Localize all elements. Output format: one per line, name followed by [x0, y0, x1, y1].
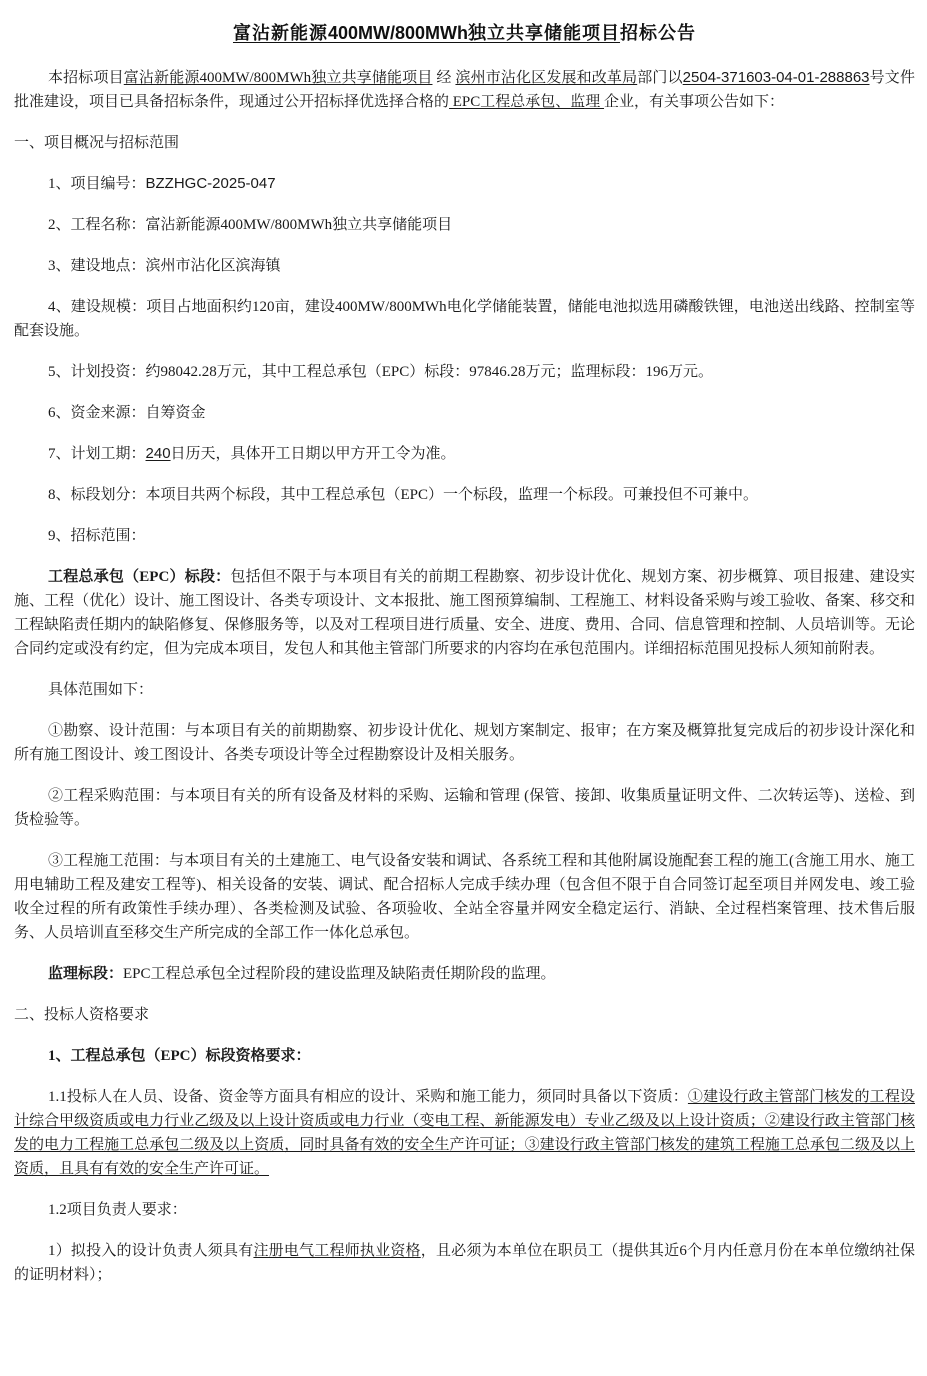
- epc-scope-label: 工程总承包（EPC）标段：: [48, 569, 231, 585]
- requirement-text: 1）拟投入的设计负责人须具有: [48, 1243, 254, 1259]
- epc-scope-paragraph: [14, 565, 915, 661]
- item-scale: [14, 295, 915, 343]
- item-label: 8、标段划分：: [48, 487, 146, 503]
- supervision-text: EPC工程总承包全过程阶段的建设监理及缺陷责任期阶段的监理。: [123, 966, 556, 982]
- intro-text: 部门以: [637, 70, 683, 86]
- title-part: 富沾新能源: [232, 23, 328, 43]
- scope-procurement: ②工程采购范围：与本项目有关的所有设备及材料的采购、运输和管理 (保管、接卸、收集质量证明文件、二次转运等)、送检、到货检验等。: [14, 788, 915, 828]
- item-value: 本项目共两个标段，其中工程总承包（EPC）一个标段，监理一个标段。可兼投但不可兼中。: [145, 487, 759, 503]
- intro-text: 号文件批准建设，项目已具备招标条件，现通过公开招标择优选择合格的: [14, 70, 915, 110]
- intro-paragraph: [14, 66, 915, 114]
- scope-survey-design: ①勘察、设计范围：与本项目有关的前期勘察、初步设计优化、规划方案制定、报审；在方案及概算批复完成后的初步设计深化和所有施工图设计、竣工图设计、各类专项设计等全过程勘察设计及相关服务。: [14, 723, 915, 763]
- item-value: 项目占地面积约120亩，建设400MW/800MWh电化学储能装置，储能电池拟选用磷酸铁锂，电池送出线路、控制室等配套设施。: [14, 299, 915, 339]
- title-suffix: 招标公告: [620, 23, 697, 43]
- intro-text: 企业，有关事项公告如下：: [604, 94, 785, 110]
- item-scope: [14, 524, 915, 548]
- intro-text: 经: [432, 70, 456, 86]
- item-label: 6、资金来源：: [48, 405, 146, 421]
- item-value: BZZHGC-2025-047: [145, 175, 276, 192]
- item-investment: [14, 360, 915, 384]
- item-label: 2、工程名称：: [48, 217, 146, 233]
- intro-approval-number: 2504-371603-04-01-288863: [682, 69, 870, 86]
- title-capacity: 400MW/800MWh: [327, 23, 469, 43]
- item-location: [14, 254, 915, 278]
- section-heading-2: 二、投标人资格要求: [14, 1007, 150, 1023]
- supervision-paragraph: [14, 962, 915, 986]
- title-part: 独立共享储能项目: [468, 23, 621, 43]
- item-value: 滨州市沾化区滨海镇: [145, 258, 281, 274]
- intro-scope: EPC工程总承包、监理: [449, 94, 605, 110]
- item-value: 日历天，具体开工日期以甲方开工令为准。: [170, 446, 456, 462]
- specific-scope-heading: 具体范围如下：: [48, 682, 154, 698]
- item-label: 1、项目编号：: [48, 176, 146, 192]
- item-duration-days: 240: [145, 445, 171, 462]
- item-value: 约98042.28万元，其中工程总承包（EPC）标段：97846.28万元；监理标段：196万元。: [145, 364, 714, 380]
- requirement-1-2-heading: 1.2项目负责人要求：: [48, 1202, 187, 1218]
- page-title: [14, 0, 915, 48]
- epc-scope-text: 包括但不限于与本项目有关的前期工程勘察、初步设计优化、规划方案、初步概算、项目报建、建设实施、工程（优化）设计、施工图设计、各类专项设计、文本报批、施工图预算编制、工程施工、材料设备采购与竣工验收、备案、移交和工程缺陷责任期内的缺陷修复、保修服务等，以及对工程项目进行质量、安全、进度、费用、合同、信息管理和控制、人员培训等。无论合同约定或没有约定，但为完成本项目，发包人和其他主管部门所要求的内容均在承包范围内。详细招标范围见投标人须知前附表。: [14, 569, 915, 657]
- item-label: 5、计划投资：: [48, 364, 146, 380]
- supervision-label: 监理标段：: [48, 966, 124, 982]
- item-funding: [14, 401, 915, 425]
- item-project-number: [14, 172, 915, 196]
- requirement-certification: 注册电气工程师执业资格: [253, 1243, 421, 1259]
- scope-construction: ③工程施工范围：与本项目有关的土建施工、电气设备安装和调试、各系统工程和其他附属设施配套工程的施工(含施工用水、施工用电辅助工程及建安工程等)、相关设备的安装、调试、配合招标人完成手续办理（包含但不限于自合同签订起至项目并网发电、竣工验收全过程的所有政策性手续办理）、各类检测及试验、各项验收、全站全容量并网安全稳定运行、消缺、全过程档案管理、技术售后服务、人员培训直至移交生产所完成的全部工作一体化总承包。: [14, 853, 915, 941]
- item-label: 7、计划工期：: [48, 446, 146, 462]
- requirement-qualifications: ①建设行政主管部门核发的工程设计综合甲级资质或电力行业乙级及以上设计资质或电力行业（变电工程、新能源发电）专业乙级及以上设计资质；②建设行政主管部门核发的电力工程施工总承包二级及以上资质，同时具备有效的安全生产许可证；③建设行政主管部门核发的建筑工程施工总承包二级及以上资质，且具有有效的安全生产许可证。: [14, 1089, 915, 1177]
- item-label: 3、建设地点：: [48, 258, 146, 274]
- item-duration: [14, 442, 915, 466]
- item-value: 富沾新能源400MW/800MWh独立共享储能项目: [145, 217, 453, 233]
- intro-project-name: 富沾新能源400MW/800MWh独立共享储能项目: [123, 70, 433, 86]
- section-heading-1: 一、项目概况与招标范围: [14, 135, 180, 151]
- item-value: 自筹资金: [145, 405, 206, 421]
- intro-text: 本招标项目: [48, 70, 124, 86]
- item-project-name: [14, 213, 915, 237]
- requirement-text: ，且必须为本单位在职员工（提供其近6个月内任意月份在本单位缴纳社保的证明材料）；: [14, 1243, 915, 1283]
- title-underlined: [233, 23, 620, 43]
- epc-qualification-heading: 1、工程总承包（EPC）标段资格要求：: [48, 1048, 311, 1064]
- requirement-text: 1.1投标人在人员、设备、资金等方面具有相应的设计、采购和施工能力，须同时具备以下资质：: [48, 1089, 688, 1105]
- requirement-1-2-item: [14, 1239, 915, 1287]
- item-label: 9、招标范围：: [48, 528, 146, 544]
- requirement-1-1: [14, 1085, 915, 1181]
- intro-approver: 滨州市沾化区发展和改革局: [455, 70, 638, 86]
- item-label: 4、建设规模：: [48, 299, 147, 315]
- item-lots: [14, 483, 915, 507]
